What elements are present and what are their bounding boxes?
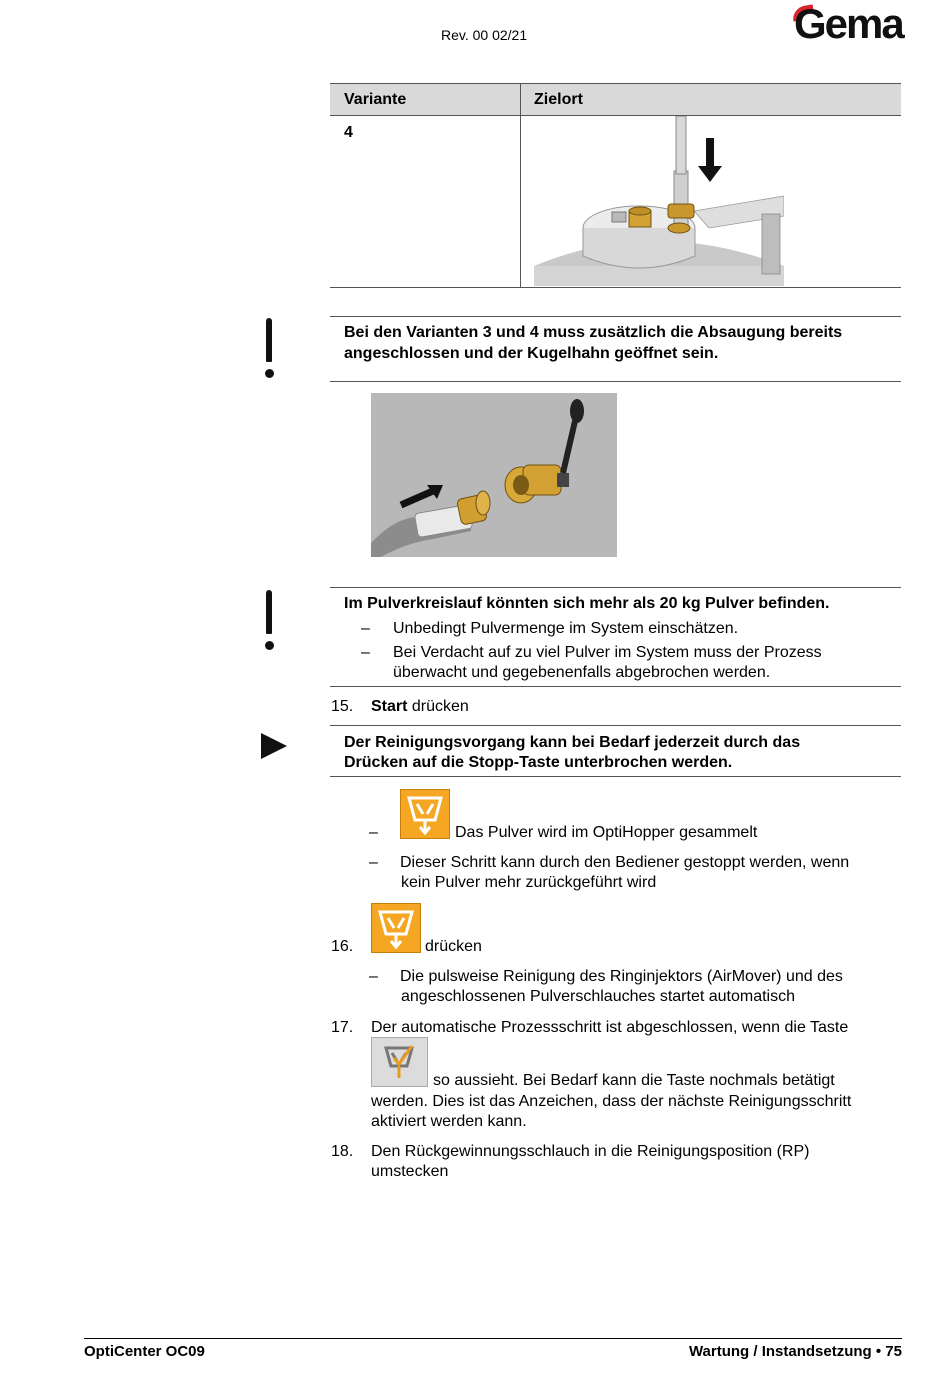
revision-label: Rev. 00 02/21 [441,27,528,43]
step-15-number: 15. [331,698,354,715]
step-17-line-1: Der automatische Prozessschritt ist abgeschlossen, wenn die Taste [371,1019,849,1036]
sub1-text: Das Pulver wird im OptiHopper gesammelt [455,824,758,841]
note3-top-rule [330,725,901,726]
note2-bottom-rule [330,686,901,687]
start-label: Start [371,698,408,715]
step-15-rest: drücken [407,698,469,715]
hopper-lid-illustration [534,116,784,286]
sub2-dash: – [369,854,378,871]
table-divider [520,84,521,288]
note1-top-rule [330,316,901,317]
note2-top-rule [330,587,901,588]
table-header-zielort: Zielort [534,91,583,108]
step-17-line-4: aktiviert werden kann. [371,1113,527,1130]
note2-dash-2: – [361,644,370,661]
ball-valve-photo [371,393,617,557]
footer-rule [84,1338,902,1339]
note2-item-1: Unbedingt Pulvermenge im System einschätzen. [393,620,739,637]
step-17-line-3: werden. Dies ist das Anzeichen, dass der nächste Reinigungsschritt [371,1093,852,1110]
table-header-variante: Variante [344,91,407,108]
footer-section-page: Wartung / Instandsetzung • 75 [688,1343,902,1360]
note2-title: Im Pulverkreislauf könnten sich mehr als 20 kg Pulver befinden. [344,595,830,612]
step-18-line-1: Den Rückgewinnungsschlauch in die Reinigungsposition (RP) [371,1143,810,1160]
step-18-number: 18. [331,1143,354,1160]
sub2-line-1: Dieser Schritt kann durch den Bediener gestoppt werden, wenn [400,854,850,871]
note3-bottom-rule [330,776,901,777]
optihopper-button-icon [371,903,421,953]
variant-table [330,83,901,288]
sub1-dash: – [369,824,378,841]
note2-dash-1: – [361,620,370,637]
note1-text: Bei den Varianten 3 und 4 muss zusätzlich die Absaugung bereits angeschlossen und der Kugelhahn geöffnet sein. [344,324,843,362]
step-17-number: 17. [331,1019,354,1036]
table-header-row [330,84,901,116]
step-16-number: 16. [331,938,354,955]
step-16-text: drücken [425,938,482,955]
step-17-line-2: so aussieht. Bei Bedarf kann die Taste nochmals betätigt [433,1072,835,1089]
gema-logo [790,2,902,48]
note3-line-1: Der Reinigungsvorgang kann bei Bedarf jederzeit durch das [344,734,801,751]
play-arrow-icon [261,733,287,759]
note1-bottom-rule [330,381,901,382]
sub3-dash: – [369,968,378,985]
optihopper-collect-icon [400,789,450,839]
note2-item-2: Bei Verdacht auf zu viel Pulver im System muss der Prozess [393,644,822,661]
sub2-line-2: kein Pulver mehr zurückgeführt wird [401,874,657,891]
logo-text: Gema [794,0,903,47]
note2-item-3: überwacht und gegebenenfalls abgebrochen werden. [393,664,771,681]
completed-button-icon [371,1037,428,1087]
note3-line-2: Drücken auf die Stopp-Taste unterbrochen werden. [344,754,733,771]
step-18-line-2: umstecken [371,1163,449,1180]
sub3-line-2: angeschlossenen Pulverschlauches startet automatisch [401,988,795,1005]
step-15-text [371,697,469,717]
table-cell-variant: 4 [344,124,353,141]
sub3-line-1: Die pulsweise Reinigung des Ringinjektors (AirMover) und des [400,968,843,985]
footer-product: OptiCenter OC09 [84,1343,205,1360]
